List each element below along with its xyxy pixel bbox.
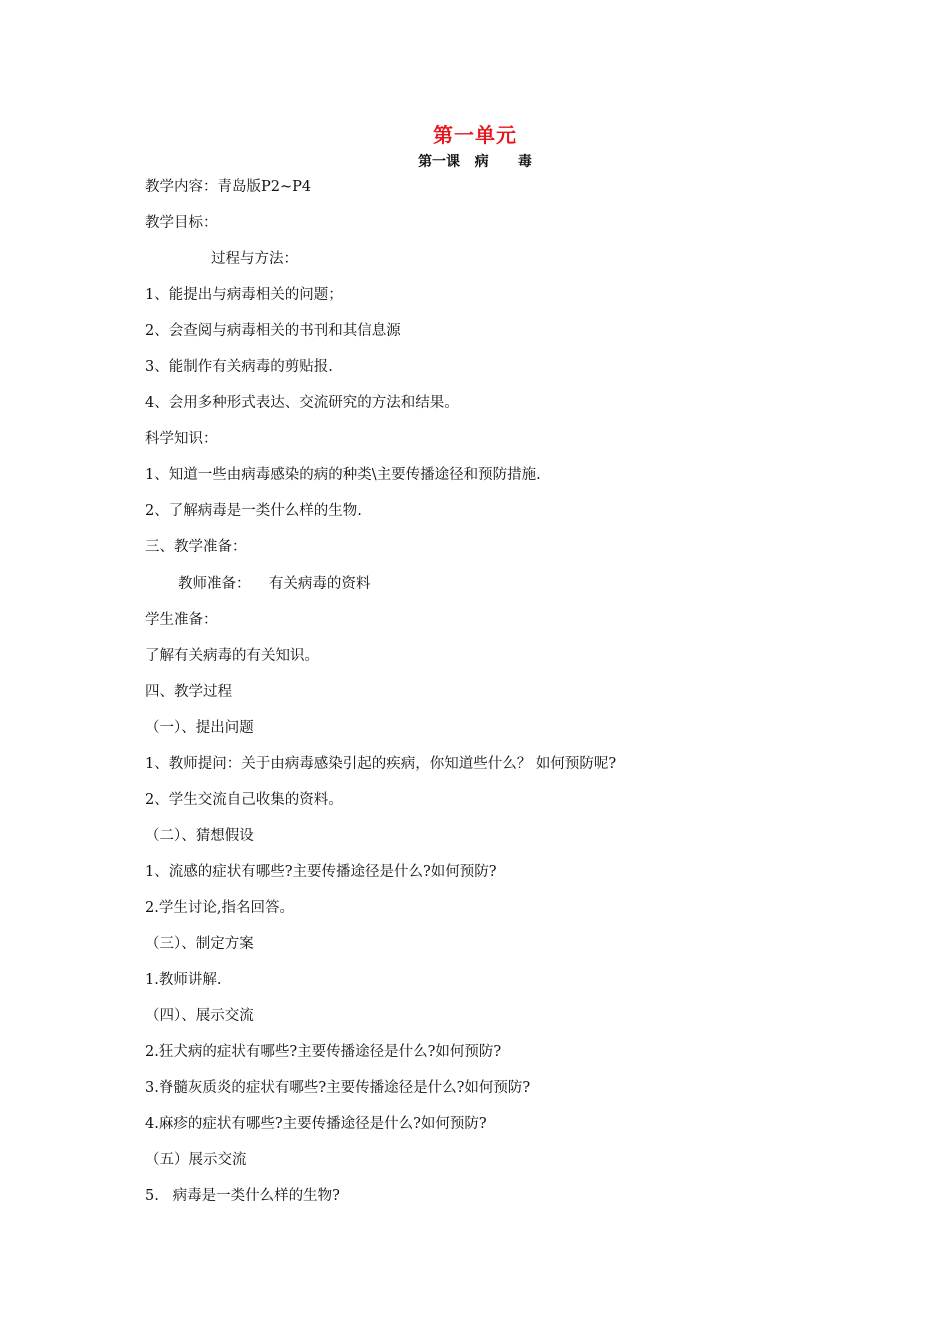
text-line: （三）、制定方案 xyxy=(145,935,254,952)
text-line: 2、学生交流自己收集的资料。 xyxy=(145,791,343,808)
text-line: 教师准备： 有关病毒的资料 xyxy=(178,575,371,592)
text-line: 了解有关病毒的有关知识。 xyxy=(145,647,319,664)
text-line: 4.麻疹的症状有哪些?主要传播途径是什么?如何预防? xyxy=(145,1116,487,1133)
text-line: 学生准备： xyxy=(145,611,218,628)
text-line: 1、知道一些由病毒感染的病的种类\主要传播途径和预防措施. xyxy=(145,467,541,484)
text-line: （二）、猜想假设 xyxy=(145,827,254,844)
text-line: 教学目标： xyxy=(145,215,218,232)
unit-title: 第一单元 xyxy=(433,123,517,147)
text-line: （五）展示交流 xyxy=(145,1152,247,1169)
text-line: 2.学生讨论,指名回答。 xyxy=(145,899,294,916)
text-line: 四、教学过程 xyxy=(145,683,232,700)
text-line: 4、会用多种形式表达、交流研究的方法和结果。 xyxy=(145,395,459,412)
text-line: 2.狂犬病的症状有哪些?主要传播途径是什么?如何预防? xyxy=(145,1044,502,1061)
text-line: 2、了解病毒是一类什么样的生物. xyxy=(145,503,362,520)
text-line: 1.教师讲解. xyxy=(145,972,222,989)
text-line: 3、能制作有关病毒的剪贴报. xyxy=(145,359,333,376)
text-line: 5. 病毒是一类什么样的生物? xyxy=(145,1188,340,1205)
text-line: 1、流感的症状有哪些?主要传播途径是什么?如何预防? xyxy=(145,863,497,880)
document-body xyxy=(145,176,865,1221)
text-line: 1、能提出与病毒相关的问题； xyxy=(145,287,343,304)
text-line: 教学内容：青岛版P2~P4 xyxy=(145,179,312,195)
text-line: 3.脊髓灰质炎的症状有哪些?主要传播途径是什么?如何预防? xyxy=(145,1080,531,1097)
text-line: 科学知识： xyxy=(145,431,218,448)
text-line: 1、教师提问：关于由病毒感染引起的疾病，你知道些什么？ 如何预防呢? xyxy=(145,755,617,772)
lesson-title: 第一课 病 毒 xyxy=(418,154,532,170)
text-line: 过程与方法： xyxy=(211,251,298,268)
text-line: （一）、提出问题 xyxy=(145,719,254,736)
text-line: 2、会查阅与病毒相关的书刊和其信息源 xyxy=(145,323,401,340)
text-line: 三、教学准备： xyxy=(145,539,247,556)
text-line: （四）、展示交流 xyxy=(145,1008,254,1025)
